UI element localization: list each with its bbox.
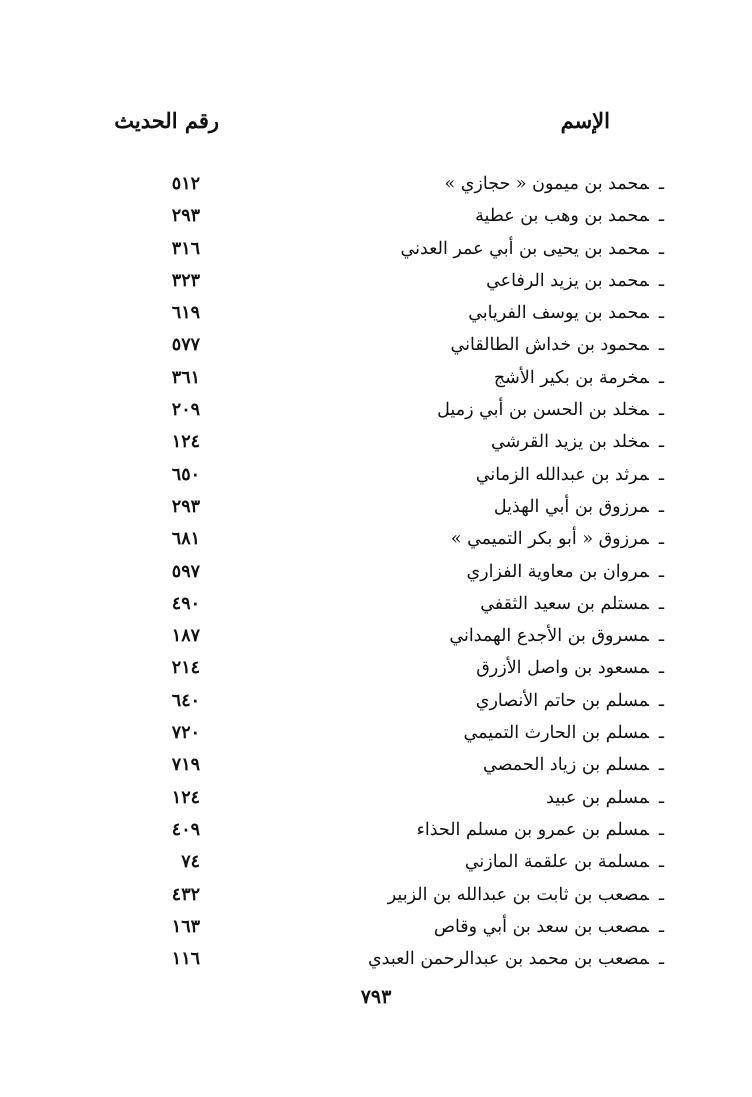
list-item: [0, 850, 752, 882]
narrator-name-text: محمد بن ميمون « حجازي »: [444, 174, 649, 194]
hadith-number: ١٢٤: [171, 432, 200, 453]
bullet-dash: ـ: [658, 367, 664, 388]
list-item: [0, 301, 752, 333]
bullet-dash: ـ: [658, 238, 664, 259]
list-item: [0, 560, 752, 592]
hadith-number: ٦٥٠: [171, 464, 200, 485]
bullet-dash: ـ: [658, 561, 664, 582]
hadith-number: ٥٧٧: [171, 335, 200, 356]
hadith-number: ٧٢٠: [171, 723, 200, 744]
page-number: ٧٩٣: [360, 986, 392, 1008]
narrator-name: [546, 788, 664, 808]
list-item: [0, 915, 752, 947]
list-item: [0, 269, 752, 301]
bullet-dash: ـ: [658, 174, 664, 194]
bullet-dash: ـ: [658, 593, 664, 614]
narrator-name-text: مخلد بن يزيد القرشي: [491, 432, 649, 453]
bullet-dash: ـ: [658, 819, 664, 840]
bullet-dash: ـ: [658, 723, 664, 744]
list-item: [0, 947, 752, 979]
narrator-name-text: مخلد بن الحسن بن أبي زميل: [437, 400, 649, 421]
list-item: [0, 818, 752, 850]
hadith-number: ٥١٢: [171, 174, 200, 194]
hadith-number: ٦١٩: [171, 303, 200, 324]
bullet-dash: ـ: [658, 464, 664, 485]
list-item: [0, 398, 752, 430]
narrator-name: [476, 691, 664, 711]
hadith-number: ٣٦١: [171, 367, 200, 388]
narrator-name: [468, 303, 664, 323]
narrator-name-text: مسعود بن واصل الأزرق: [476, 658, 649, 679]
bullet-dash: ـ: [658, 949, 664, 970]
hadith-number: ١١٦: [171, 949, 200, 970]
narrator-name-text: مخرمة بن بكير الأشج: [493, 367, 649, 388]
bullet-dash: ـ: [658, 626, 664, 647]
narrator-name: [483, 755, 664, 775]
hadith-number: ٢٩٣: [171, 206, 200, 227]
list-item: [0, 430, 752, 462]
list-item: [0, 495, 752, 527]
narrator-name-text: مرثد بن عبدالله الزماني: [475, 464, 649, 485]
list-item: [0, 883, 752, 915]
bullet-dash: ـ: [658, 303, 664, 324]
list-item: [0, 172, 752, 204]
narrator-name-text: مسلم بن زياد الحمصي: [482, 755, 649, 776]
bullet-dash: ـ: [658, 335, 664, 356]
narrator-name: [434, 917, 664, 937]
bullet-dash: ـ: [658, 400, 664, 421]
list-item: [0, 624, 752, 656]
hadith-number: ٢١٤: [171, 658, 200, 679]
bullet-dash: ـ: [658, 787, 664, 808]
list-item: [0, 721, 752, 753]
narrator-name-text: مرزوق « أبو بكر التميمي »: [450, 529, 649, 550]
narrator-name-text: مروان بن معاوية الفزاري: [466, 561, 649, 582]
list-item: [0, 786, 752, 818]
bullet-dash: ـ: [658, 206, 664, 227]
bullet-dash: ـ: [658, 658, 664, 679]
list-item: [0, 592, 752, 624]
hadith-number: ٦٤٠: [171, 690, 200, 711]
bullet-dash: ـ: [658, 852, 664, 873]
hadith-number: ١٢٤: [171, 787, 200, 808]
hadith-number: ٥٩٧: [171, 561, 200, 582]
narrator-name: [463, 723, 664, 743]
narrator-name: [368, 949, 664, 969]
narrator-name: [417, 820, 664, 840]
list-item: [0, 204, 752, 236]
narrator-name: [401, 239, 664, 259]
bullet-dash: ـ: [658, 755, 664, 776]
narrator-name-text: مسلم بن عمرو بن مسلم الحذاء: [416, 819, 649, 840]
list-item: [0, 689, 752, 721]
narrator-name: [475, 206, 664, 226]
narrator-name-text: مسلم بن حاتم الأنصاري: [475, 690, 649, 711]
narrator-name: [388, 885, 664, 905]
list-item: [0, 237, 752, 269]
bullet-dash: ـ: [658, 690, 664, 711]
narrator-name: [466, 562, 664, 582]
bullet-dash: ـ: [658, 916, 664, 937]
narrator-name: [449, 626, 664, 646]
narrator-name-text: محمد بن يزيد الرفاعي: [486, 270, 649, 291]
narrator-name: [451, 335, 664, 355]
list-item: [0, 753, 752, 785]
narrator-name-text: محمد بن وهب بن عطية: [475, 206, 649, 227]
narrator-name: [476, 658, 664, 678]
bullet-dash: ـ: [658, 432, 664, 453]
hadith-number: ٦٨١: [171, 529, 200, 550]
list-item: [0, 527, 752, 559]
column-header-name: الإسم: [560, 108, 610, 133]
hadith-number: ١٦٣: [171, 916, 200, 937]
hadith-number: ٣١٦: [171, 238, 200, 259]
narrator-name: [437, 400, 664, 420]
narrator-name: [451, 529, 664, 549]
narrator-name: [476, 465, 664, 485]
narrator-name-text: محمود بن خداش الطالقاني: [450, 335, 649, 356]
narrator-name-text: مصعب بن محمد بن عبدالرحمن العبدي: [367, 949, 649, 970]
narrator-name-text: محمد بن يوسف الفريابي: [468, 303, 649, 324]
hadith-number: ٧٤: [181, 852, 200, 873]
bullet-dash: ـ: [658, 270, 664, 291]
narrator-name-text: محمد بن يحيى بن أبي عمر العدني: [400, 238, 649, 259]
hadith-number: ٤٩٠: [171, 593, 200, 614]
list-item: [0, 656, 752, 688]
list-item: [0, 366, 752, 398]
narrator-name-text: مصعب بن ثابت بن عبدالله بن الزبير: [387, 884, 649, 905]
hadith-number: ٣٢٣: [171, 270, 200, 291]
narrator-name: [486, 271, 664, 291]
narrator-name: [494, 497, 664, 517]
narrator-index-list: [0, 172, 752, 979]
narrator-name-text: مسروق بن الأجدع الهمداني: [449, 626, 649, 647]
list-item: [0, 463, 752, 495]
narrator-name-text: مرزوق بن أبي الهذيل: [493, 496, 649, 517]
hadith-number: ٧١٩: [171, 755, 200, 776]
hadith-number: ٤٠٩: [171, 819, 200, 840]
narrator-name: [494, 368, 664, 388]
narrator-name: [465, 852, 664, 872]
hadith-number: ٤٣٢: [171, 884, 200, 905]
bullet-dash: ـ: [658, 496, 664, 517]
list-item: [0, 333, 752, 365]
narrator-name: [444, 174, 664, 194]
hadith-number: ٢٩٣: [171, 496, 200, 517]
column-header-hadith-number: رقم الحديث: [114, 108, 219, 133]
narrator-name-text: مسلم بن الحارث التميمي: [463, 723, 649, 744]
bullet-dash: ـ: [658, 884, 664, 905]
hadith-number: ١٨٧: [171, 626, 200, 647]
narrator-name-text: مصعب بن سعد بن أبي وقاص: [433, 916, 649, 937]
narrator-name-text: مستلم بن سعيد الثقفي: [480, 593, 649, 614]
narrator-name-text: مسلمة بن علقمة المازني: [464, 852, 649, 873]
hadith-number: ٢٠٩: [171, 400, 200, 421]
narrator-name-text: مسلم بن عبيد: [546, 787, 649, 808]
narrator-name: [480, 594, 664, 614]
bullet-dash: ـ: [658, 529, 664, 550]
narrator-name: [491, 432, 664, 452]
